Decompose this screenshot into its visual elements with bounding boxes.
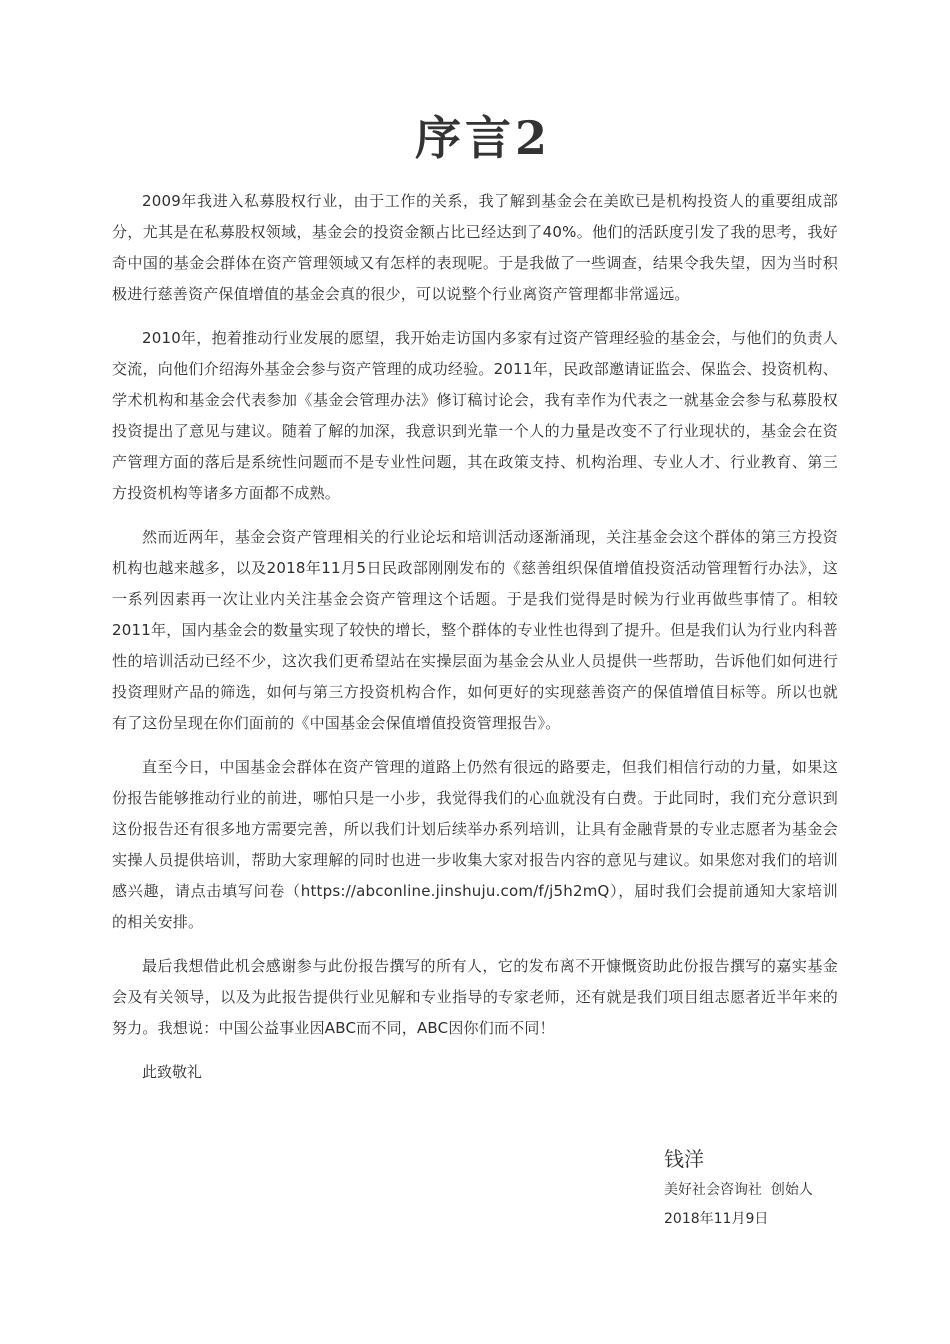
paragraph-5: 最后我想借此机会感谢参与此份报告撰写的所有人，它的发布离不开慷慨资助此份报告撰写的嘉实基金会及有关领导，以及为此报告提供行业见解和专业指导的专家老师，还有就是我们项目组志愿者近半年来的努力。我想说：中国公益事业因ABC而不同，ABC因你们而不同！ xyxy=(112,957,838,1037)
closing-salutation: 此致敬礼 xyxy=(142,1063,203,1081)
paragraph-1: 2009年我进入私募股权行业，由于工作的关系，我了解到基金会在美欧已是机构投资人的重要组成部分，尤其是在私募股权领域，基金会的投资金额占比已经达到了40%。他们的活跃度引发了我的思考，我好奇中国的基金会群体在资产管理领域又有怎样的表现呢。于是我做了一些调查，结果令我失望，因为当时积极进行慈善资产保值增值的基金会真的很少，可以说整个行业离资产管理都非常遥远。 xyxy=(112,192,838,303)
preface-body xyxy=(112,186,838,1088)
signature-date: 2018年11月9日 xyxy=(664,1211,769,1227)
paragraph-4: 直至今日，中国基金会群体在资产管理的道路上仍然有很远的路要走，但我们相信行动的力量，如果这份报告能够推动行业的前进，哪怕只是一小步，我觉得我们的心血就没有白费。于此同时，我们充分意识到这份报告还有很多地方需要完善，所以我们计划后续举办系列培训，让具有金融背景的专业志愿者为基金会实操人员提供培训，帮助大家理解的同时也进一步收集大家对报告内容的意见与建议。如果您对我们的培训感兴趣，请点击填写问卷（https://abconline.jinshuju.com/f/j5h2mQ），届时我们会提前通知大家培训的相关安排。 xyxy=(112,758,838,931)
signature-affiliation: 美好社会咨询社 创始人 xyxy=(664,1182,813,1198)
paragraph-3: 然而近两年，基金会资产管理相关的行业论坛和培训活动逐渐涌现，关注基金会这个群体的第三方投资机构也越来越多，以及2018年11月5日民政部刚刚发布的《慈善组织保值增值投资活动管理暂行办法》，这一系列因素再一次让业内关注基金会资产管理这个话题。于是我们觉得是时候为行业再做些事情了。相较2011年，国内基金会的数量实现了较快的增长，整个群体的专业性也得到了提升。但是我们认为行业内科普性的培训活动已经不少，这次我们更希望站在实操层面为基金会从业人员提供一些帮助，告诉他们如何进行投资理财产品的筛选，如何与第三方投资机构合作，如何更好的实现慈善资产的保值增值目标等。所以也就有了这份呈现在你们面前的《中国基金会保值增值投资管理报告》。 xyxy=(112,528,838,732)
page-title: 序言2 xyxy=(414,111,551,165)
signature-name: 钱洋 xyxy=(664,1147,704,1171)
paragraph-2: 2010年，抱着推动行业发展的愿望，我开始走访国内多家有过资产管理经验的基金会，与他们的负责人交流，向他们介绍海外基金会参与资产管理的成功经验。2011年，民政部邀请证监会、保监会、投资机构、学术机构和基金会代表参加《基金会管理办法》修订稿讨论会，我有幸作为代表之一就基金会参与私募股权投资提出了意见与建议。随着了解的加深，我意识到光靠一个人的力量是改变不了行业现状的，基金会在资产管理方面的落后是系统性问题而不是专业性问题，其在政策支持、机构治理、专业人才、行业教育、第三方投资机构等诸多方面都不成熟。 xyxy=(112,329,838,502)
signature-block xyxy=(664,1142,924,1234)
